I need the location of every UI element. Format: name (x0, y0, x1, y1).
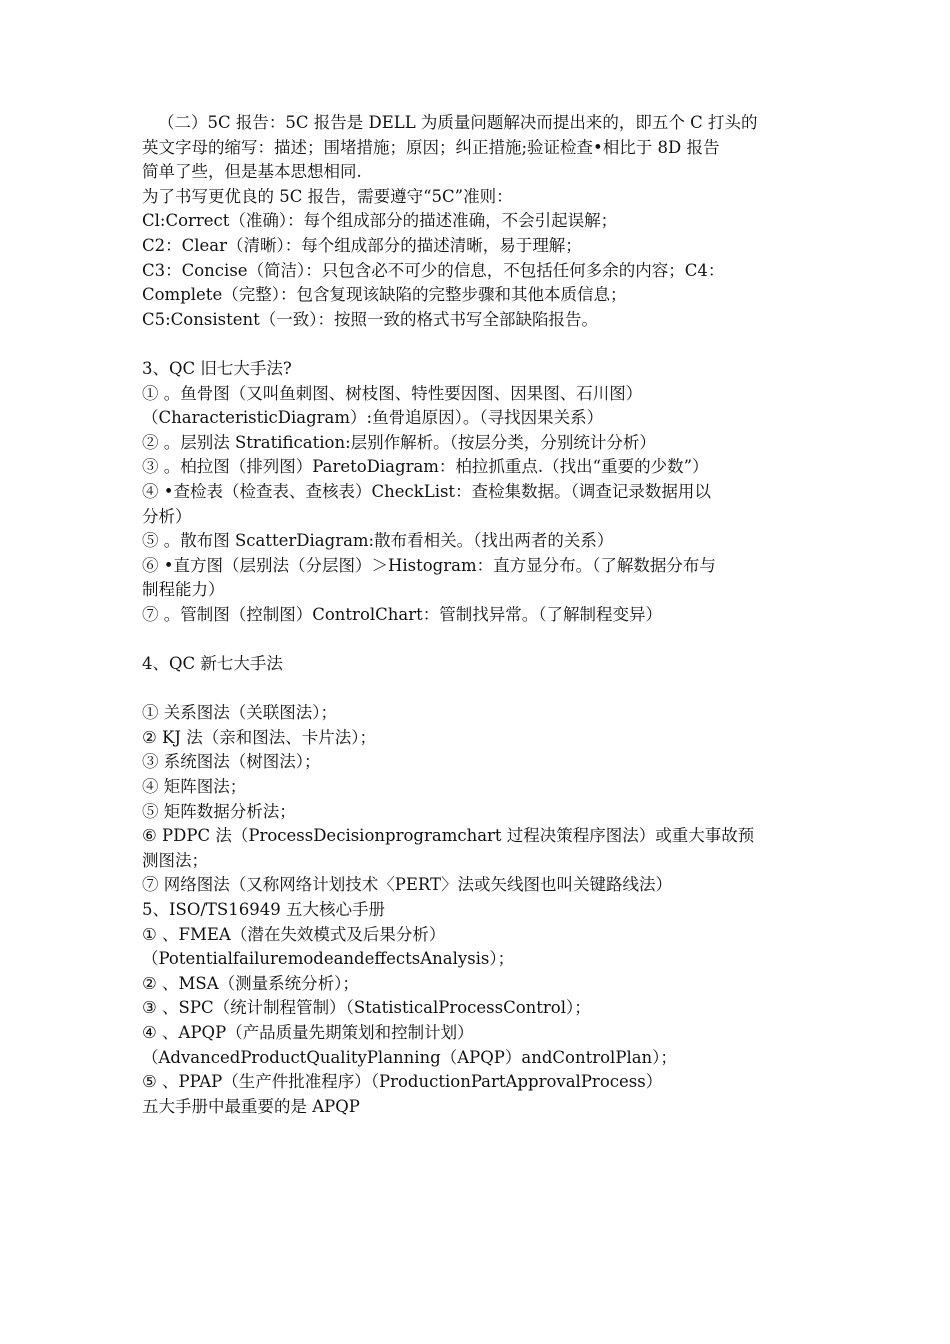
list-item: ③ 、SPC（统计制程管制）（StatisticalProcessControl）； (142, 998, 591, 1018)
blank-line (142, 677, 812, 702)
criterion-c2: C2：Clear（清晰）：每个组成部分的描述清晰，易于理解； (142, 235, 582, 255)
list-item: ① 关系图法（关联图法）； (142, 703, 337, 723)
paragraph-line: （二）5C 报告：5C 报告是 DELL 为质量问题解决而提出来的，即五个 C 打头的 (158, 113, 758, 132)
list-item-continuation: （CharacteristicDiagram）:鱼骨追原因）。（寻找因果关系） (142, 408, 604, 428)
list-item: ④ •查检表（检查表、查核表）CheckList：查检集数据。（调查记录数据用以 (142, 481, 711, 501)
list-item: ② KJ 法（亲和图法、卡片法）； (142, 727, 376, 747)
section-heading: 5、ISO/TS16949 五大核心手册 (142, 900, 385, 919)
section-5c-report (142, 111, 812, 332)
list-item: ② 、MSA（测量系统分析）； (142, 973, 359, 993)
list-item: ⑥ •直方图（层别法（分层图）＞Histogram：直方显分布。（了解数据分布与 (142, 555, 716, 575)
list-item: ② 。层别法 Stratification:层别作解析。（按层分类，分别统计分析） (142, 432, 656, 452)
section-iso-ts16949-manuals (142, 898, 812, 1119)
section-qc-old-seven-tools (142, 357, 812, 628)
blank-line (142, 332, 812, 357)
criterion-c4: Complete（完整）：包含复现该缺陷的完整步骤和其他本质信息； (142, 285, 627, 305)
list-item: ① 、FMEA（潜在失效模式及后果分析） (142, 924, 446, 944)
criterion-c1: Cl:Correct（准确）：每个组成部分的描述准确，不会引起误解； (142, 211, 618, 231)
list-item-continuation: 测图法； (142, 850, 208, 870)
section-heading: 4、QC 新七大手法 (142, 654, 283, 674)
list-item-continuation: 制程能力） (142, 580, 225, 600)
paragraph-line: 为了书写更优良的 5C 报告，需要遵守“5C”准则： (142, 186, 513, 206)
paragraph-line: 英文字母的缩写：描述；围堵措施；原因；纠正措施;验证检查•相比于 8D 报告 (142, 137, 720, 157)
list-item: ③ 。柏拉图（排列图）ParetoDiagram：柏拉抓重点.（找出“重要的少数”） (142, 457, 709, 477)
list-item-continuation: 分析） (142, 506, 192, 526)
list-item: ⑦ 网络图法（又称网络计划技术〈PERT〉法或矢线图也叫关键路线法） (142, 875, 673, 895)
list-item: ⑥ PDPC 法（ProcessDecisionprogramchart 过程决策程序图法）或重大事故预 (142, 826, 755, 846)
list-item: ⑤ 。散布图 ScatterDiagram:散布看相关。（找出两者的关系） (142, 531, 614, 551)
criterion-c3: C3：Concise（简洁）：只包含必不可少的信息，不包括任何多余的内容；C4： (142, 260, 725, 280)
section-heading: 3、QC 旧七大手法? (142, 358, 292, 378)
list-item-continuation: （AdvancedProductQualityPlanning（APQP）andControlPlan）； (142, 1047, 677, 1067)
list-item: ④ 矩阵图法； (142, 777, 247, 797)
list-item: ① 。鱼骨图（又叫鱼刺图、树枝图、特性要因图、因果图、石川图） (142, 383, 643, 403)
closing-line: 五大手册中最重要的是 APQP (142, 1096, 360, 1116)
list-item: ⑦ 。管制图（控制图）ControlChart：管制找异常。（了解制程变异） (142, 604, 663, 624)
list-item-continuation: （PotentialfailuremodeandeffectsAnalysis）； (142, 949, 515, 969)
paragraph-line: 简单了些，但是基本思想相同. (142, 162, 362, 182)
list-item: ⑤ 、PPAP（生产件批准程序）（ProductionPartApprovalProcess） (142, 1072, 663, 1092)
blank-line (142, 627, 812, 652)
list-item: ⑤ 矩阵数据分析法； (142, 801, 296, 821)
section-qc-new-seven-tools (142, 652, 812, 898)
list-item: ③ 系统图法（树图法）； (142, 752, 321, 772)
list-item: ④ 、APQP（产品质量先期策划和控制计划） (142, 1022, 474, 1042)
document-page (142, 111, 812, 1119)
criterion-c5: C5:Consistent（一致）：按照一致的格式书写全部缺陷报告。 (142, 309, 598, 329)
